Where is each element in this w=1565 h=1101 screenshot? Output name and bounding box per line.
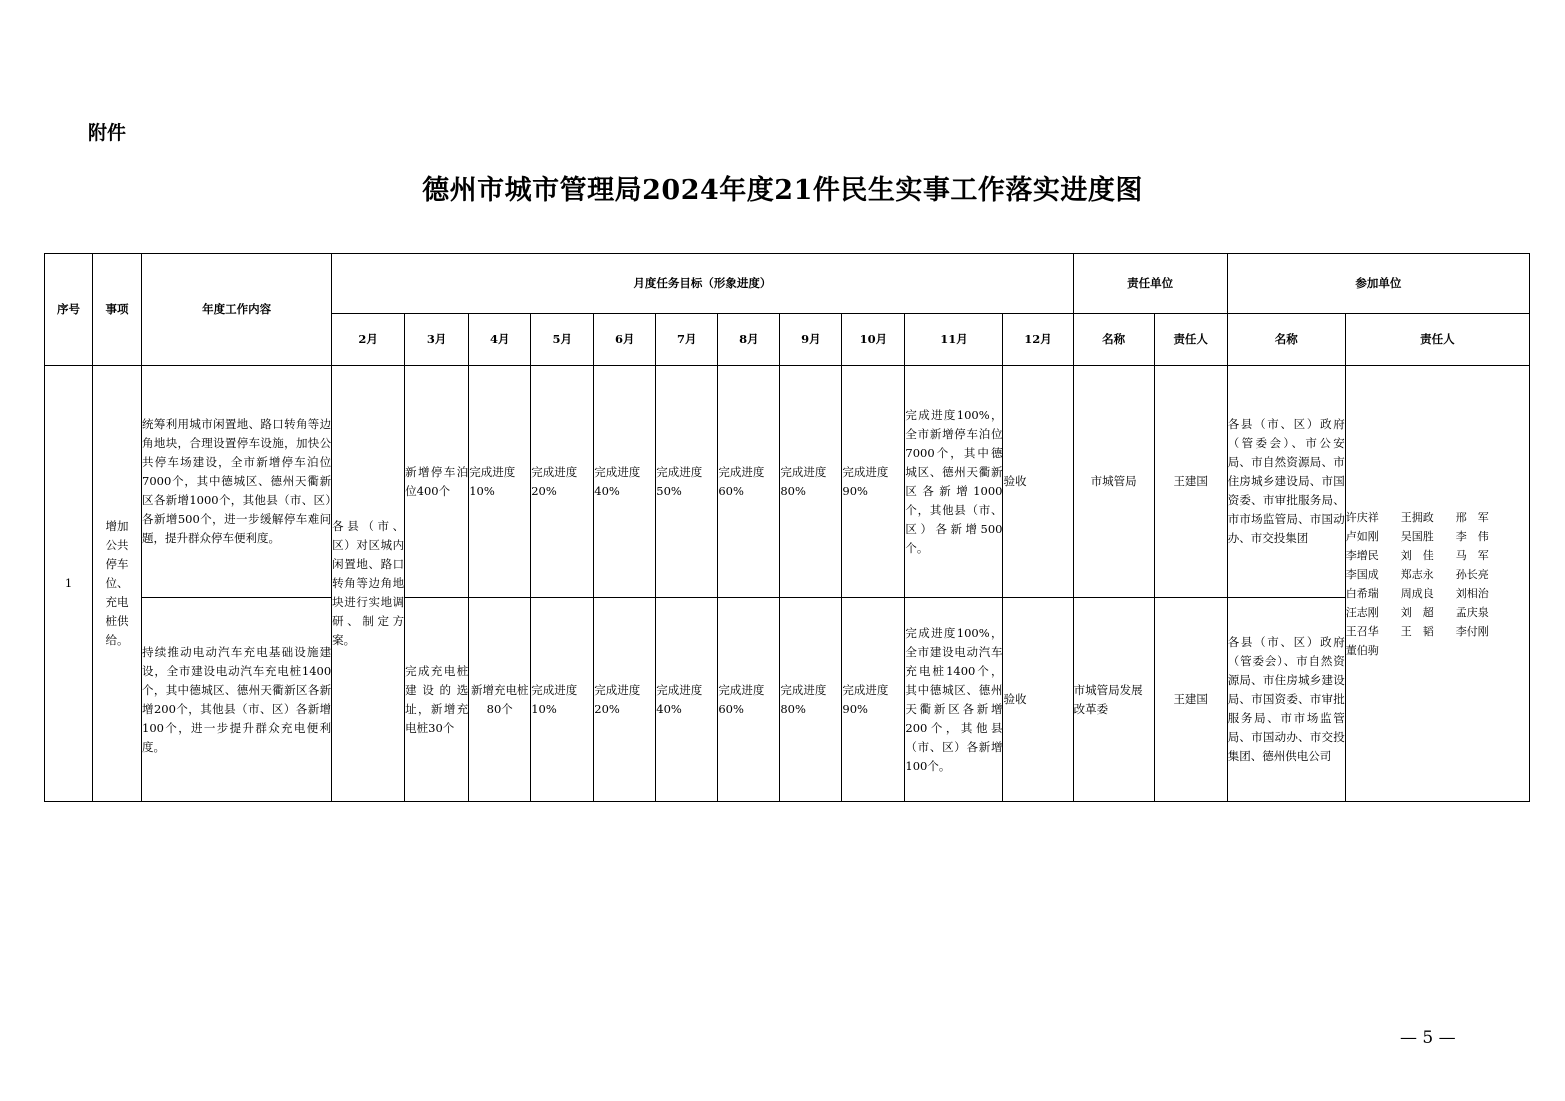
header-month-apr: 4月 <box>469 314 531 366</box>
charging-jun: 完成进度20% <box>594 598 656 802</box>
page-title: 德州市城市管理局2024年度21件民生实事工作落实进度图 <box>422 175 1143 206</box>
header-month-oct: 10月 <box>842 314 905 366</box>
parking-part-name: 各县（市、区）政府（管委会）、市公安局、市自然资源局、市住房城乡建设局、市国资委、市审批服务局、市市场监管局、市国动办、市交投集团 <box>1227 366 1345 598</box>
header-month-mar: 3月 <box>405 314 469 366</box>
header-month-aug: 8月 <box>718 314 780 366</box>
header-month-jul: 7月 <box>656 314 718 366</box>
header-month-nov: 11月 <box>905 314 1003 366</box>
row-item: 增加公共停车位、充电桩供给。 <box>93 366 142 802</box>
charging-may: 完成进度10% <box>531 598 594 802</box>
charging-resp-person: 王建国 <box>1154 598 1227 802</box>
feb-shared-task: 各县（市、区）对区城内闲置地、路口转角等边角地块进行实地调研、制定方案。 <box>332 366 405 802</box>
header-monthly-target: 月度任务目标（形象进度） <box>332 254 1073 314</box>
row-seq: 1 <box>45 366 93 802</box>
page-number: — 5 — <box>1400 1028 1456 1048</box>
header-participating-unit: 参加单位 <box>1227 254 1529 314</box>
header-seq: 序号 <box>45 254 93 366</box>
header-month-jun: 6月 <box>594 314 656 366</box>
header-resp-person: 责任人 <box>1154 314 1227 366</box>
parking-jun: 完成进度40% <box>594 366 656 598</box>
attachment-label: 附件 <box>88 122 127 144</box>
parking-sep: 完成进度80% <box>780 366 842 598</box>
parking-content: 统筹利用城市闲置地、路口转角等边角地块，合理设置停车设施，加快公共停车场建设，全市新增停车泊位7000个，其中德城区、德州天衢新区各新增1000个，其他县（市、区）各新增500个，进一步缓解停车难问题，提升群众停车便利度。 <box>142 366 332 598</box>
header-month-may: 5月 <box>531 314 594 366</box>
parking-nov: 完成进度100%，全市新增停车泊位7000个，其中德城区、德州天衢新区各新增1000个，其他县（市、区）各新增500个。 <box>905 366 1003 598</box>
participating-persons: 许庆祥 王拥政 邢 军 卢如刚 吴国胜 李 伟 李增民 刘 佳 马 军 李国成 郑志永 孙长亮 白希瑞 周成良 刘相治 汪志刚 刘 超 孟庆泉 王召华 王 韬 李付刚 董伯驹 <box>1345 366 1529 802</box>
charging-resp-name: 市城管局发展改革委 <box>1073 598 1154 802</box>
charging-aug: 完成进度60% <box>718 598 780 802</box>
progress-table <box>44 253 1530 802</box>
header-month-feb: 2月 <box>332 314 405 366</box>
parking-mar: 新增停车泊位400个 <box>405 366 469 598</box>
parking-may: 完成进度20% <box>531 366 594 598</box>
parking-resp-person: 王建国 <box>1154 366 1227 598</box>
parking-jul: 完成进度50% <box>656 366 718 598</box>
charging-mar: 完成充电桩建设的选址，新增充电桩30个 <box>405 598 469 802</box>
charging-oct: 完成进度90% <box>842 598 905 802</box>
parking-resp-name: 市城管局 <box>1073 366 1154 598</box>
header-annual-content: 年度工作内容 <box>142 254 332 366</box>
header-responsible-unit: 责任单位 <box>1073 254 1227 314</box>
header-part-name: 名称 <box>1227 314 1345 366</box>
charging-apr: 新增充电桩80个 <box>469 598 531 802</box>
header-part-person: 责任人 <box>1345 314 1529 366</box>
charging-content: 持续推动电动汽车充电基础设施建设，全市建设电动汽车充电桩1400个，其中德城区、德州天衢新区各新增200个，其他县（市、区）各新增100个，进一步提升群众充电便利度。 <box>142 598 332 802</box>
header-month-sep: 9月 <box>780 314 842 366</box>
charging-dec: 验收 <box>1003 598 1073 802</box>
charging-part-name: 各县（市、区）政府（管委会）、市自然资源局、市住房城乡建设局、市国资委、市审批服务局、市市场监管局、市国动办、市交投集团、德州供电公司 <box>1227 598 1345 802</box>
parking-apr: 完成进度10% <box>469 366 531 598</box>
header-resp-name: 名称 <box>1073 314 1154 366</box>
header-month-dec: 12月 <box>1003 314 1073 366</box>
parking-aug: 完成进度60% <box>718 366 780 598</box>
parking-oct: 完成进度90% <box>842 366 905 598</box>
header-item: 事项 <box>93 254 142 366</box>
charging-sep: 完成进度80% <box>780 598 842 802</box>
parking-dec: 验收 <box>1003 366 1073 598</box>
charging-jul: 完成进度40% <box>656 598 718 802</box>
charging-nov: 完成进度100%，全市建设电动汽车充电桩1400个，其中德城区、德州天衢新区各新增200个，其他县（市、区）各新增100个。 <box>905 598 1003 802</box>
